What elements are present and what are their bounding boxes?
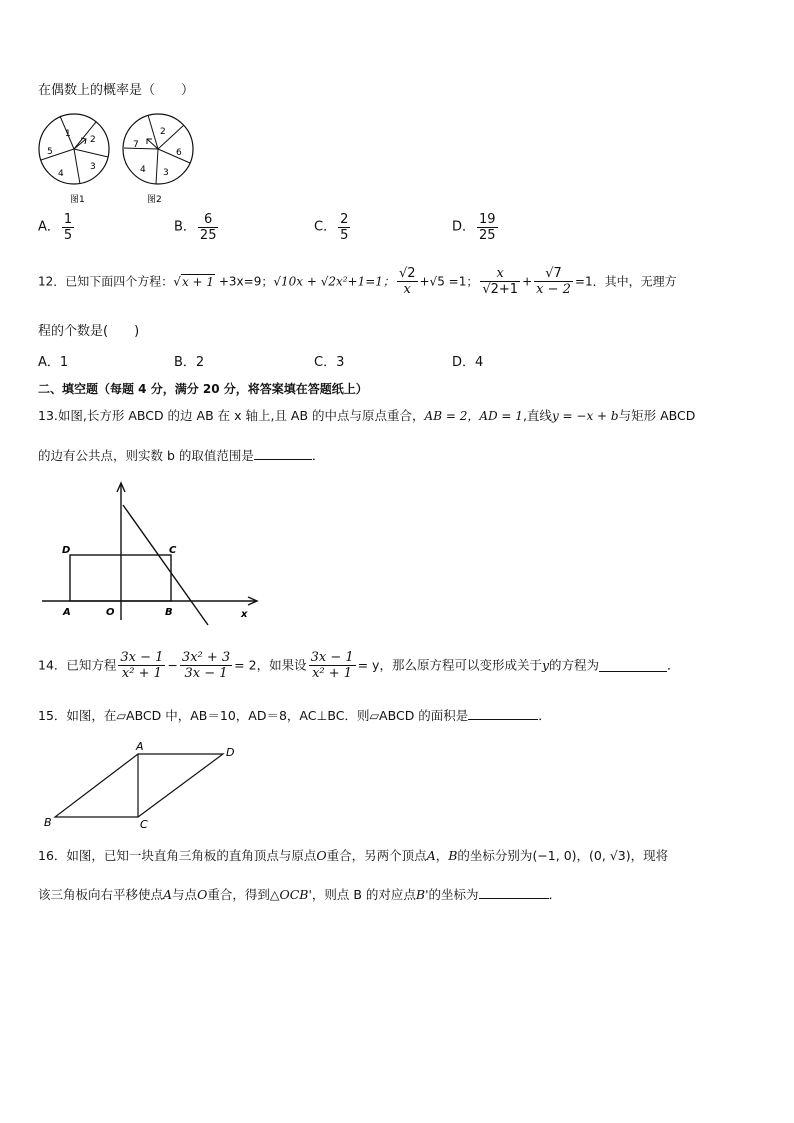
spinner-1-pointer	[74, 139, 86, 149]
answer-blank[interactable]	[468, 707, 538, 720]
q11-option-a[interactable]: A． $\frac{1}{5}$	[38, 212, 73, 243]
spinner-2	[123, 114, 193, 184]
q12-option-c[interactable]: C．3	[314, 355, 345, 370]
eq4-fraction-1: $\frac{x}{√2+1}$	[482, 266, 519, 297]
fraction: $\frac{2}{5}$	[340, 212, 349, 243]
label-b: B	[44, 816, 52, 829]
q12-option-a[interactable]: A．1	[38, 355, 69, 370]
spinner-1	[39, 114, 109, 184]
q12-line1: 12．已知下面四个方程：√x + 1 +3x=9；√10x + √2x²+1=1； $\frac{√2}{x}$ +√5 =1； $\frac{x}{√2+1}$ + $\frac{√7}{x - 2}$ =1．其中，无理方	[38, 266, 677, 297]
eq3-fraction: $\frac{√2}{x}$	[398, 266, 416, 297]
label-b: B	[165, 607, 173, 618]
eq4-fraction-2: $\frac{√7}{x - 2}$	[536, 266, 571, 297]
fraction: $\frac{1}{5}$	[63, 212, 73, 243]
spinner-2-label: 7	[133, 140, 139, 150]
spinner-2-label: 6	[176, 148, 182, 158]
label-d: D	[226, 746, 235, 759]
spinner-1-label: 2	[90, 135, 96, 145]
spinner-1-label: 1	[65, 129, 71, 139]
q16-line2: 该三角板向右平移使点A与点O重合，得到△OCB'，则点 B 的对应点B'的坐标为 ．	[38, 887, 562, 902]
figure-2-caption: 图2	[147, 195, 162, 205]
answer-blank[interactable]	[479, 886, 549, 899]
fraction-3: $\frac{3x - 1}{\text{x² + 1}}$	[310, 650, 354, 681]
answer-blank[interactable]	[254, 447, 312, 460]
label-c: C	[140, 818, 148, 831]
fraction-2: $\frac{\text{3x² + 3}}{3x - 1}$	[181, 650, 231, 681]
spinner-1-label: 4	[58, 169, 64, 179]
q15-line: 15．如图，在▱ABCD 中，AB＝10，AD＝8，AC⊥BC．则▱ABCD 的面积是 ．	[38, 708, 551, 723]
q11-spinner-figures	[34, 112, 204, 208]
q11-option-b[interactable]: B． $\frac{6}{25}$	[174, 212, 217, 243]
spinner-1-label: 5	[47, 147, 53, 157]
label-x: x	[241, 609, 248, 620]
fraction-1: $\frac{3x - 1}{\text{x² + 1}}$	[120, 650, 164, 681]
label-a: A	[136, 740, 144, 753]
eq1-radicand: x + 1	[181, 274, 215, 289]
answer-blank[interactable]	[599, 659, 667, 672]
q12-option-b[interactable]: B．2	[174, 355, 205, 370]
label-o: O	[106, 607, 115, 618]
spinner-1-label: 3	[90, 162, 96, 172]
label-d: D	[62, 545, 71, 556]
label-c: C	[169, 545, 177, 556]
fraction: $\frac{6}{25}$	[199, 212, 217, 243]
fraction: $\frac{19}{25}$	[479, 212, 496, 243]
q12-option-d[interactable]: D．4	[452, 355, 484, 370]
q12-line2: 程的个数是( )	[38, 324, 140, 339]
section-2-heading: 二、填空题（每题 4 分，满分 20 分，将答案填在答题纸上）	[38, 382, 368, 396]
q13-figure	[40, 480, 262, 628]
q11-option-c[interactable]: C． $\frac{2}{5}$	[314, 212, 349, 243]
q13-line1: 13.如图,长方形 ABCD 的边 AB 在 x 轴上,且 AB 的中点与原点重合，AB = 2，AD = 1,直线y = −x + b与矩形 ABCD	[38, 408, 696, 423]
q11-option-d[interactable]: D． $\frac{19}{25}$	[452, 212, 496, 243]
label-a: A	[63, 607, 71, 618]
spinner-2-label: 4	[140, 165, 146, 175]
spinner-2-label: 2	[160, 127, 166, 137]
q15-figure	[40, 737, 240, 831]
q16-line1: 16．如图，已知一块直角三角板的直角顶点与原点O重合，另两个顶点A，B的坐标分别为(−1, 0)，(0, √3)，现将	[38, 848, 669, 863]
spinner-2-label: 3	[163, 168, 169, 178]
q11-question-tail: 在偶数上的概率是（ ）	[38, 83, 195, 98]
q14-line: 14．已知方程 $\frac{3x - 1}{\text{x² + 1}}$ − $\frac{\text{3x² + 3}}{3x - 1}$ = 2，如果设 $\frac{3x - 1}{\text{x² + 1}}$ = y，那么原方程可以变形成关于y的方程为 ．	[38, 650, 680, 681]
parallelogram-abcd	[55, 754, 223, 817]
figure-1-caption: 图1	[70, 195, 85, 205]
q13-line2: 的边有公共点，则实数 b 的取值范围是 ．	[38, 448, 325, 463]
